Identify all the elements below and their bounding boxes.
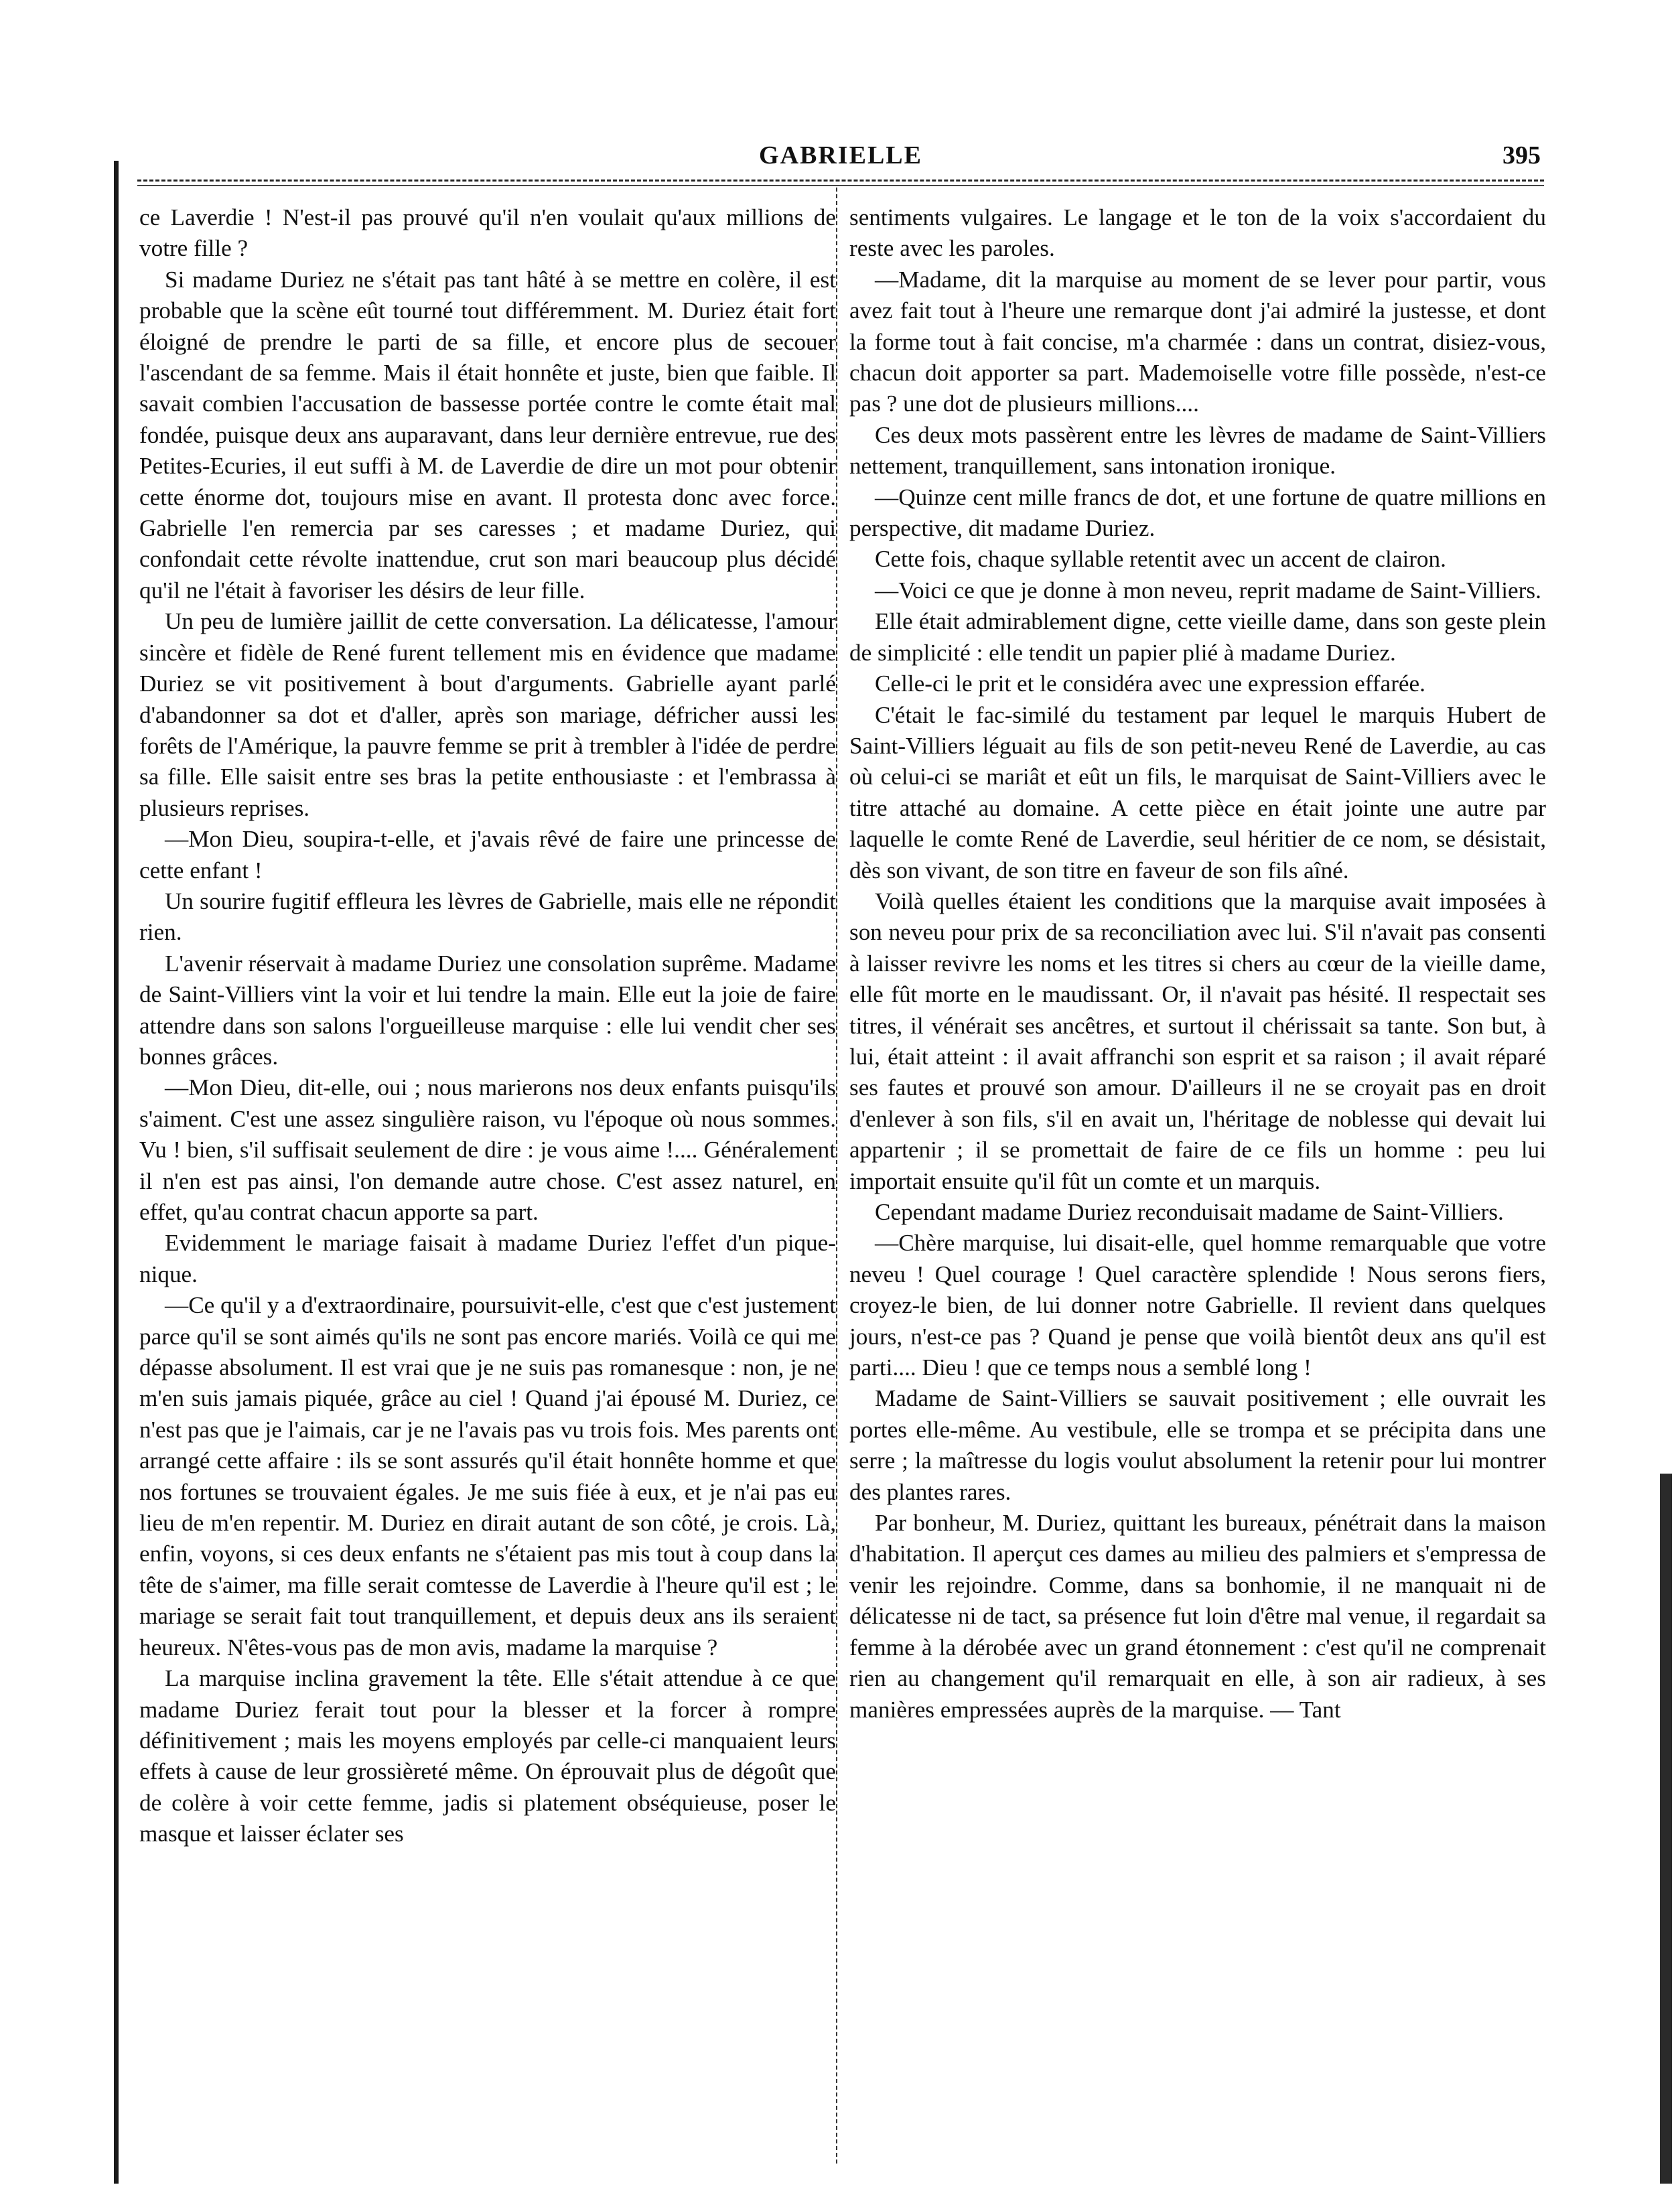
column-divider <box>836 188 837 2164</box>
paragraph: Madame de Saint-Villiers se sauvait positivement ; elle ouvrait les portes elle-même. Au vestibule, elle se trompa et se précipita dans une serre ; la maîtresse du logis voulut absolument la retenir pour lui montrer des plantes rares. <box>849 1385 1546 1505</box>
paragraph: Voilà quelles étaient les conditions que la marquise avait imposées à son neveu pour prix de sa reconciliation avec lui. S'il n'avait pas consenti à laisser revivre les noms et les titres si chers au cœur de la vieille dame, elle fût morte en le maudissant. Or, il n'avait pas hésité. Il respectait ses titres, il vénérait ses ancêtres, et surtout il chérissait sa tante. Son but, à lui, était atteint : il avait affranchi son esprit et sa raison ; il avait réparé ses fautes et prouvé son amour. D'ailleurs il ne se croyait pas en droit d'enlever à son fils, s'il en avait un, l'héritage de noblesse qui devait lui appartenir ; il se promettait de faire de ce fils un homme : peu lui importait ensuite qu'il fût un comte et un marquis. <box>849 888 1546 1194</box>
paragraph: —Voici ce que je donne à mon neveu, reprit madame de Saint-Villiers. <box>875 577 1541 604</box>
paragraph: —Mon Dieu, soupira-t-elle, et j'avais rêvé de faire une princesse de cette enfant ! <box>139 826 836 883</box>
paragraph: Elle était admirablement digne, cette vieille dame, dans son geste plein de simplicité : elle tendit un papier plié à madame Duriez. <box>849 608 1546 666</box>
paragraph: Un peu de lumière jaillit de cette conversation. La délicatesse, l'amour sincère et fidèle de René furent tellement mis en évidence que madame Duriez se vit positivement à bout d'arguments. Gabrielle ayant parlé d'abandonner sa dot et d'aller, après son mariage, défricher aussi les forêts de l'Amérique, la pauvre femme se prit à trembler à l'idée de perdre sa fille. Elle saisit entre ses bras la petite enthousiaste : et l'embrassa à plusieurs reprises. <box>139 608 836 821</box>
left-column <box>139 202 836 1850</box>
paragraph: sentiments vulgaires. Le langage et le ton de la voix s'accordaient du reste avec les paroles. <box>849 204 1546 262</box>
right-column <box>849 202 1546 1725</box>
binding-edge-shadow <box>114 161 119 2184</box>
paragraph: —Ce qu'il y a d'extraordinaire, poursuivit-elle, c'est que c'est justement parce qu'il se sont aimés qu'ils ne sont pas encore mariés. Voilà ce qui me dépasse absolument. Il est vrai que je ne suis pas romanesque : non, je ne m'en suis jamais piquée, grâce au ciel ! Quand j'ai épousé M. Duriez, ce n'est pas que je l'aimais, car je ne l'avais pas vu trois fois. Mes parents ont arrangé cette affaire : ils se sont assurés qu'il était honnête homme et que nos fortunes se trouvaient égales. Je me suis fiée à eux, et je n'ai pas eu lieu de m'en repentir. M. Duriez en dirait autant de son côté, je crois. Là, enfin, voyons, si ces deux enfants ne s'étaient pas mis tout à coup dans la tête de s'aimer, ma fille serait comtesse de Laverdie à l'heure qu'il est ; le mariage se serait fait tout tranquillement, et depuis deux ans ils seraient heureux. N'êtes-vous pas de mon avis, madame la marquise ? <box>139 1292 836 1660</box>
page-header <box>141 141 1541 181</box>
paragraph: Celle-ci le prit et le considéra avec une expression effarée. <box>875 670 1425 697</box>
paragraph: Un sourire fugitif effleura les lèvres de Gabrielle, mais elle ne répondit rien. <box>139 888 836 946</box>
paragraph: —Madame, dit la marquise au moment de se lever pour partir, vous avez fait tout à l'heure une remarque dont j'ai admiré la justesse, et dont la forme tout à fait concise, m'a charmée : dans un contrat, disiez-vous, chacun doit apporter sa part. Mademoiselle votre fille possède, n'est-ce pas ? une dot de plusieurs millions.... <box>849 266 1546 417</box>
paragraph: L'avenir réservait à madame Duriez une consolation suprême. Madame de Saint-Villiers vint la voir et lui tendre la main. Elle eut la joie de faire attendre dans son salons l'orgueilleuse marquise : elle lui vendit cher ses bonnes grâces. <box>139 950 836 1070</box>
paragraph: —Quinze cent mille francs de dot, et une fortune de quatre millions en perspective, dit madame Duriez. <box>849 484 1546 542</box>
paragraph: —Chère marquise, lui disait-elle, quel homme remarquable que votre neveu ! Quel courage ! Quel caractère splendide ! Nous serons fiers, croyez-le bien, de lui donner notre Gabrielle. Il revient dans quelques jours, n'est-ce pas ? Quand je pense que voilà bientôt deux ans qu'il est parti.... Dieu ! que ce temps nous a semblé long ! <box>849 1230 1546 1381</box>
paragraph: Cependant madame Duriez reconduisait madame de Saint-Villiers. <box>875 1199 1504 1225</box>
paragraph: —Mon Dieu, dit-elle, oui ; nous marierons nos deux enfants puisqu'ils s'aiment. C'est une assez singulière raison, vu l'époque où nous sommes. Vu ! bien, s'il suffisait seulement de dire : je vous aime !.... Généralement il n'en est pas ainsi, l'on demande autre chose. C'est assez naturel, en effet, qu'au contrat chacun apporte sa part. <box>139 1074 836 1225</box>
paragraph: ce Laverdie ! N'est-il pas prouvé qu'il n'en voulait qu'aux millions de votre fille ? <box>139 204 836 262</box>
paragraph: Si madame Duriez ne s'était pas tant hâté à se mettre en colère, il est probable que la scène eût tourné tout différemment. M. Duriez était fort éloigné de prendre le parti de sa fille, et encore plus de secouer l'ascendant de sa femme. Mais il était honnête et juste, bien que faible. Il savait combien l'accusation de bassesse portée contre le comte était mal fondée, puisque deux ans auparavant, dans leur dernière entrevue, rue des Petites-Ecuries, il eut suffi à M. de Laverdie de dire un mot pour obtenir cette énorme dot, toujours mise en avant. Il protesta donc avec force. Gabrielle l'en remercia par ses caresses ; et madame Duriez, qui confondait cette révolte inattendue, crut son mari beaucoup plus décidé qu'il ne l'était à favoriser les désirs de leur fille. <box>139 266 836 604</box>
paragraph: C'était le fac-similé du testament par lequel le marquis Hubert de Saint-Villiers léguait au fils de son petit-neveu René de Laverdie, au cas où celui-ci se mariât et eût un fils, le marquisat de Saint-Villiers avec le titre attaché au domaine. A cette pièce en était jointe une autre par laquelle le comte René de Laverdie, seul héritier de ce nom, se désistait, dès son vivant, de son titre en faveur de son fils aîné. <box>849 701 1546 883</box>
paragraph: Cette fois, chaque syllable retentit avec un accent de clairon. <box>875 546 1446 573</box>
running-title: GABRIELLE <box>759 141 922 169</box>
page-number: 395 <box>1502 141 1541 169</box>
paragraph: Ces deux mots passèrent entre les lèvres de madame de Saint-Villiers nettement, tranquillement, sans intonation ironique. <box>849 421 1546 480</box>
header-rule <box>137 180 1544 186</box>
page-edge-shadow <box>1660 1474 1672 2184</box>
paragraph: Evidemment le mariage faisait à madame Duriez l'effet d'un pique-nique. <box>139 1230 836 1287</box>
paragraph: La marquise inclina gravement la tête. Elle s'était attendue à ce que madame Duriez ferait tout pour la blesser et la forcer à rompre définitivement ; mais les moyens employés par celle-ci manquaient leurs effets à cause de leur grossièreté même. On éprouvait plus de dégoût que de colère à voir cette femme, jadis si platement obséquieuse, poser le masque et laisser éclater ses <box>139 1665 836 1847</box>
paragraph: Par bonheur, M. Duriez, quittant les bureaux, pénétrait dans la maison d'habitation. Il aperçut ces dames au milieu des palmiers et s'empressa de venir les rejoindre. Comme, dans sa bonhomie, il ne manquait ni de délicatesse ni de tact, sa présence fut loin d'être mal venue, il regardait sa femme à la dérobée avec un grand étonnement : c'est qu'il ne comprenait rien au changement qu'il remarquait en elle, à son air radieux, à ses manières empressées auprès de la marquise. — Tant <box>849 1510 1546 1723</box>
